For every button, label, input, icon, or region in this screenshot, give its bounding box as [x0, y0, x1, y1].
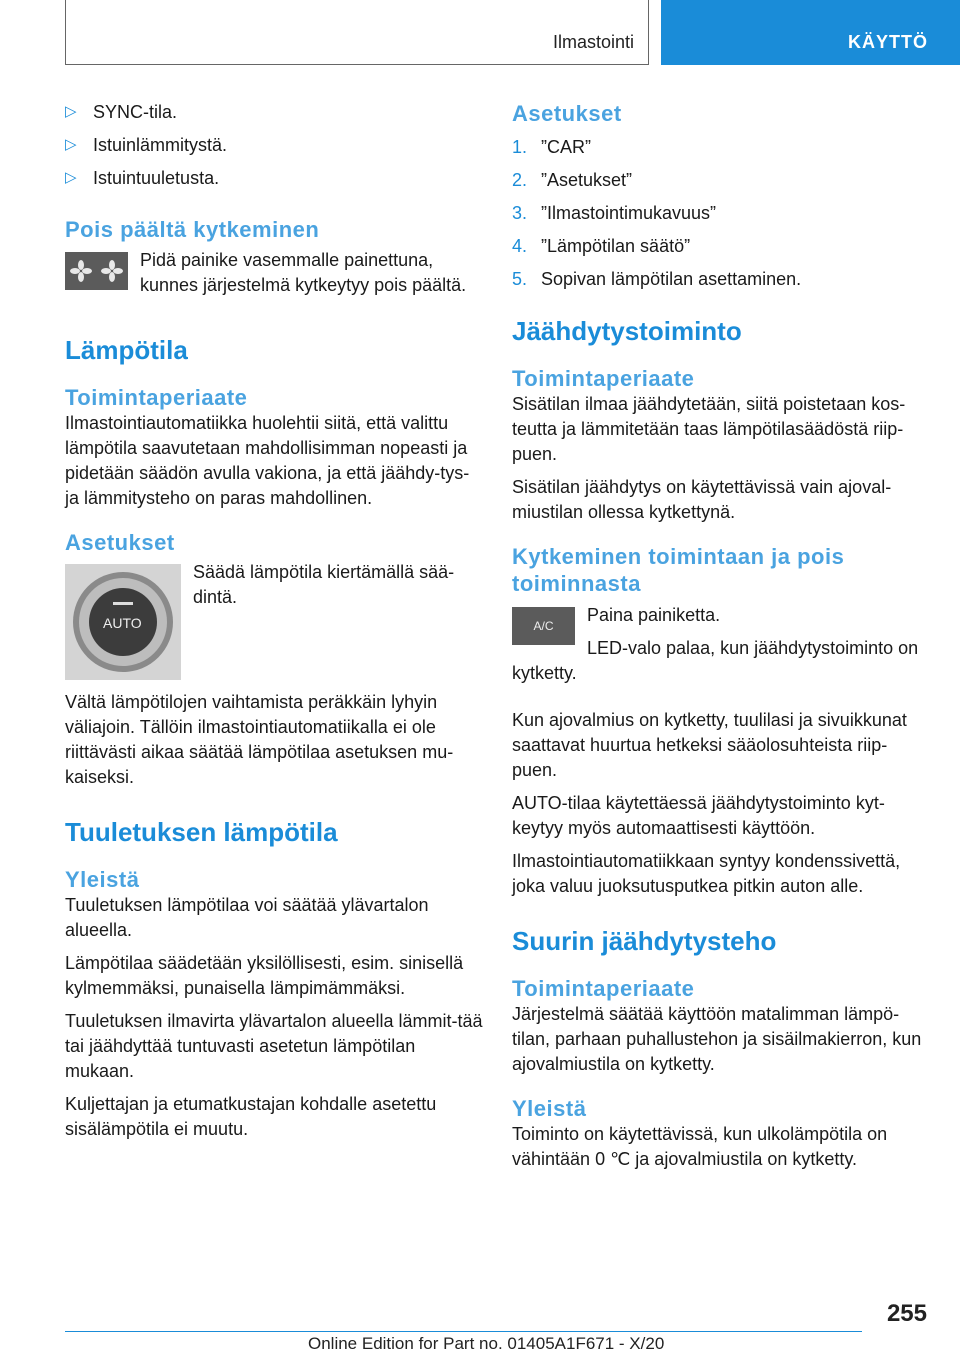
cooling-heading: Jäähdytystoiminto: [512, 316, 742, 346]
triangle-bullet-icon: ▷: [65, 103, 77, 120]
settings-heading: Asetukset: [65, 530, 175, 555]
list-item: 2. ”Asetukset”: [512, 170, 633, 190]
list-item: 5. Sopivan lämpötilan asettaminen.: [512, 269, 802, 289]
temperature-principle-heading: Toimintaperiaate: [65, 385, 248, 410]
list-item: 1. ”CAR”: [512, 137, 591, 157]
list-item: ▷ SYNC-tila.: [65, 102, 178, 122]
temperature-knob-image: [65, 564, 181, 680]
paragraph: AUTO-tilaa käytettäessä jäähdytystoiminto kyt‐keytyy myös automaattisesti käyttöön.: [512, 793, 885, 838]
paragraph: Kun ajovalmius on kytketty, tuulilasi ja sivuikkunat saattavat huurtua hetkeksi sääolosuhteista riip‐puen.: [512, 710, 907, 780]
max-principle-text: Järjestelmä säätää käyttöön matalimman lämpö‐tilan, parhaan puhallustehon ja sisäilmakierron, kun ajovalmiustila on kytketty.: [512, 1004, 922, 1074]
page-number: 255: [886, 1300, 927, 1327]
cooling-principle-heading: Toimintaperiaate: [512, 366, 695, 391]
triangle-bullet-icon: ▷: [65, 169, 77, 186]
header-section-tab: [661, 0, 960, 65]
header-chapter-tab: [65, 0, 649, 65]
left-column: [65, 100, 483, 1150]
ac-button-image: [512, 607, 575, 645]
onoff-line1: Paina painiketta.: [587, 605, 721, 625]
onoff-line2: LED-valo palaa, kun jäähdytystoiminto on kytketty.: [512, 638, 919, 683]
fan-icon: [100, 259, 124, 283]
list-item: 4. ”Lämpötilan säätö”: [512, 236, 691, 256]
footer-edition: Online Edition for Part no. 01405A1F671 - X/20: [308, 1334, 665, 1353]
paragraph: Lämpötilaa säädetään yksilöllisesti, esim. sinisellä kylmemmäksi, punaisella lämpimämmäksi.: [65, 953, 464, 998]
paragraph: Tuuletuksen lämpötilaa voi säätää ylävartalon alueella.: [65, 895, 429, 940]
settings-note: Vältä lämpötilojen vaihtamista peräkkäin lyhyin väliajoin. Tällöin ilmastointiautomatiikalla ei ole riittävästi aikaa säätää lämpötilaa asetuksen mu‐kaiseksi.: [65, 692, 454, 787]
temperature-principle-text: Ilmastointiautomatiikka huolehtii siitä, että valittu lämpötila saavutetaan mahdollisimman nopeasti ja pidetään säädön avulla vakiona, ja että jäähdy‐tys- ja lämmitysteho on paras mahdollinen.: [65, 413, 470, 508]
list-item: ▷ Istuintuuletusta.: [65, 168, 220, 188]
max-principle-heading: Toimintaperiaate: [512, 976, 695, 1001]
chapter-title: Ilmastointi: [552, 32, 634, 52]
section-title: KÄYTTÖ: [848, 32, 928, 52]
fan-off-button-image: [65, 252, 128, 290]
list-item: ▷ Istuinlämmitystä.: [65, 135, 228, 155]
knob-label: AUTO: [103, 615, 142, 631]
right-column: [512, 100, 930, 1180]
max-general-heading: Yleistä: [512, 1096, 587, 1121]
list-item: 3. ”Ilmastointimukavuus”: [512, 203, 717, 223]
max-general-text: Toiminto on käytettävissä, kun ulkolämpötila on vähintään 0 ℃ ja ajovalmiustila on kytketty.: [512, 1124, 888, 1169]
triangle-bullet-icon: ▷: [65, 136, 77, 153]
paragraph: Kuljettajan ja etumatkustajan kohdalle asetettu sisälämpötila ei muutu.: [65, 1094, 437, 1139]
settings-text: Säädä lämpötila kiertämällä sää‐dintä.: [193, 562, 455, 607]
paragraph: Ilmastointiautomatiikkaan syntyy kondenssivettä, joka valuu juoksutusputkea pitkin auton alle.: [512, 851, 901, 896]
max-cooling-heading: Suurin jäähdytysteho: [512, 926, 777, 956]
off-text: Pidä painike vasemmalle painettuna, kunnes järjestelmä kytkeytyy pois päältä.: [140, 250, 467, 295]
settings-heading: Asetukset: [512, 101, 622, 126]
off-heading: Pois päältä kytkeminen: [65, 217, 320, 242]
vent-heading: Tuuletuksen lämpötila: [65, 817, 338, 847]
ac-label: A/C: [533, 619, 554, 633]
paragraph: Sisätilan ilmaa jäähdytetään, siitä poistetaan kos‐teutta ja lämmitetään taas lämpötilasäädöstä riip‐puen.: [512, 394, 906, 464]
onoff-heading: Kytkeminen toimintaan ja pois toiminnasta: [512, 544, 845, 596]
footer-divider: [65, 1331, 862, 1332]
fan-off-icon: [69, 259, 93, 283]
paragraph: Sisätilan jäähdytys on käytettävissä vain ajoval‐miustilan ollessa kytkettynä.: [512, 477, 892, 522]
vent-general-heading: Yleistä: [65, 867, 140, 892]
temperature-heading: Lämpötila: [65, 335, 188, 365]
paragraph: Tuuletuksen ilmavirta ylävartalon alueella lämmit‐tää tai jäähdyttää tuntuvasti asetetun lämpötilan mukaan.: [65, 1011, 483, 1081]
